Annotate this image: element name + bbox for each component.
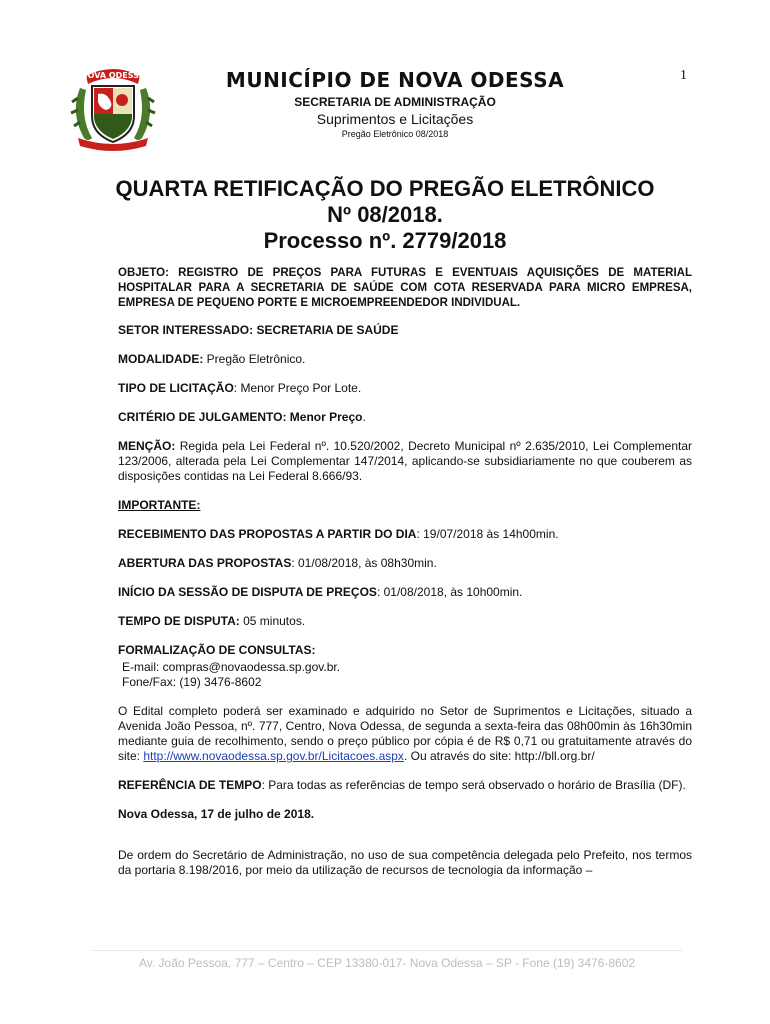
document-body xyxy=(118,266,692,878)
title-line-3: Processo nº. 2779/2018 xyxy=(263,228,507,253)
tipo-value: : Menor Preço Por Lote. xyxy=(233,381,362,395)
abertura-value: : 01/08/2018, às 08h30min. xyxy=(291,556,437,570)
edital-after: . Ou através do site: http://bll.org.br/ xyxy=(403,749,595,763)
formalizacao-heading: FORMALIZAÇÃO DE CONSULTAS: xyxy=(118,643,316,657)
modalidade-label: MODALIDADE: xyxy=(118,352,204,366)
objeto-paragraph: OBJETO: REGISTRO DE PREÇOS PARA FUTURAS E EVENTUAIS AQUISIÇÕES DE MATERIAL HOSPITALAR PARA A SECRETARIA DE SAÚDE COM COTA RESERVADA PARA MICRO EMPRESA, EMPRESA DE PEQUENO PORTE E MICROEMPREENDEDOR INDIVIDUAL. xyxy=(118,267,692,309)
tempo-value: 05 minutos. xyxy=(239,614,306,628)
contact-email: E-mail: compras@novaodessa.sp.gov.br. xyxy=(122,660,341,674)
modalidade-value: Pregão Eletrônico. xyxy=(203,352,306,366)
licitacoes-link[interactable]: http://www.novaodessa.sp.gov.br/Licitacoes.aspx xyxy=(143,749,404,763)
criterio-paragraph xyxy=(118,410,692,425)
ordem-paragraph: De ordem do Secretário de Administração, no uso de sua competência delegada pelo Prefeito, nos termos da portaria 8.198/2016, por meio da utilização de recursos de tecnologia da informação – xyxy=(118,848,692,877)
title-line-1: QUARTA RETIFICAÇÃO DO PREGÃO ELETRÔNICO xyxy=(115,176,655,201)
recebimento-label: RECEBIMENTO DAS PROPOSTAS A PARTIR DO DIA xyxy=(118,527,417,541)
tipo-paragraph xyxy=(118,381,692,396)
title-line-2: Nº 08/2018. xyxy=(327,202,443,227)
recebimento-value: : 19/07/2018 às 14h00min. xyxy=(416,527,559,541)
header-reference: Pregão Eletrônico 08/2018 xyxy=(341,129,449,139)
mencao-label: MENÇÃO: xyxy=(118,439,176,453)
criterio-label: CRITÉRIO DE JULGAMENTO: Menor Preço xyxy=(118,410,363,424)
inicio-paragraph xyxy=(118,585,692,600)
abertura-label: ABERTURA DAS PROPOSTAS xyxy=(118,556,292,570)
inicio-label: INÍCIO DA SESSÃO DE DISPUTA DE PREÇOS xyxy=(118,585,377,599)
referencia-paragraph xyxy=(118,778,692,793)
criterio-value: . xyxy=(362,410,366,424)
page-number: 1 xyxy=(680,68,687,83)
referencia-label: REFERÊNCIA DE TEMPO xyxy=(118,778,262,792)
department-name: Suprimentos e Licitações xyxy=(316,111,474,127)
importante-heading: IMPORTANTE: xyxy=(118,498,201,512)
tempo-paragraph xyxy=(118,614,692,629)
recebimento-paragraph xyxy=(118,527,692,542)
secretariat-name: SECRETARIA DE ADMINISTRAÇÃO xyxy=(294,95,496,109)
tempo-label: TEMPO DE DISPUTA: xyxy=(118,614,240,628)
setor-paragraph: SETOR INTERESSADO: SECRETARIA DE SAÚDE xyxy=(118,323,399,337)
mencao-paragraph xyxy=(118,439,692,484)
referencia-value: : Para todas as referências de tempo será observado o horário de Brasília (DF). xyxy=(261,778,686,792)
edital-paragraph xyxy=(118,704,692,764)
municipal-crest-icon xyxy=(66,58,160,152)
footer-address: Av. João Pessoa, 777 – Centro – CEP 13380-017- Nova Odessa – SP - Fone (19) 3476-8602 xyxy=(138,956,636,970)
tipo-label: TIPO DE LICITAÇÃO xyxy=(118,381,234,395)
crest-banner-text: NOVA ODESSA xyxy=(80,71,146,80)
edital-text: O Edital completo poderá ser examinado e adquirido no Setor de Suprimentos e Licitações, situado a Avenida João Pessoa, nº. 777, Centro, Nova Odessa, de segunda a sexta-feira das 08h00min às 16h30min mediante guia de recolhimento, sendo o preço público por cópia é de R$ 0,71 ou gratuitamente através do site: xyxy=(118,704,692,763)
municipality-name: MUNICÍPIO DE NOVA ODESSA xyxy=(225,68,565,92)
document-header xyxy=(190,68,600,139)
contact-phone: Fone/Fax: (19) 3476-8602 xyxy=(122,675,262,689)
date-location: Nova Odessa, 17 de julho de 2018. xyxy=(118,807,315,821)
modalidade-paragraph xyxy=(118,352,692,367)
document-title xyxy=(100,176,670,254)
mencao-value: Regida pela Lei Federal nº. 10.520/2002, Decreto Municipal nº 2.635/2010, Lei Complementar 123/2006, alterada pela Lei Complementar 147/2014, aplicando-se subsidiariamente no que couberem as disposições contidas na Lei Federal 8.666/93. xyxy=(118,439,692,483)
footer-divider xyxy=(92,950,682,951)
abertura-paragraph xyxy=(118,556,692,571)
inicio-value: : 01/08/2018, às 10h00min. xyxy=(376,585,523,599)
